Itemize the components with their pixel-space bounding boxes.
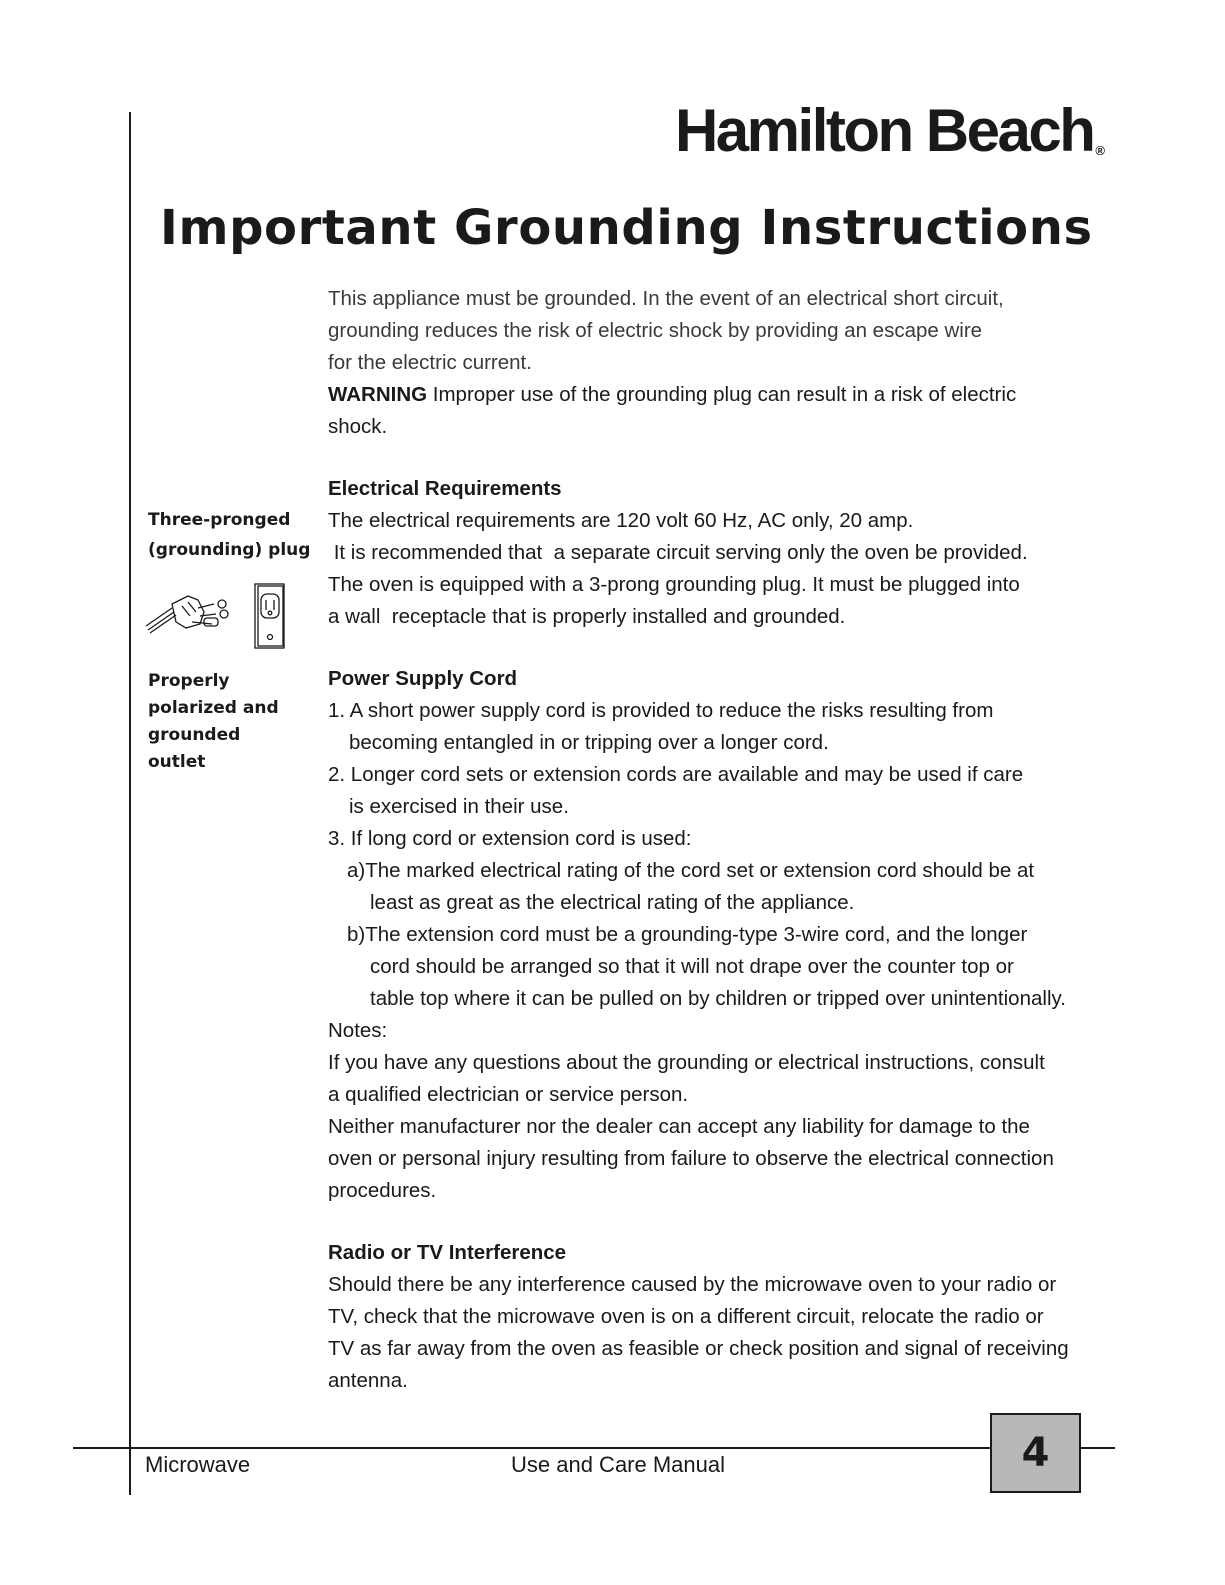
- brand-name: Hamilton Beach: [674, 97, 1094, 164]
- warning-text-cont: shock.: [328, 415, 388, 438]
- electrical-line: It is recommended that a separate circuit serving only the oven be provided.: [328, 541, 1028, 564]
- notes-line: procedures.: [328, 1179, 437, 1202]
- power-cord-subitem: b)The extension cord must be a grounding-type 3-wire cord, and the longer: [347, 923, 1028, 946]
- left-margin-rule: [129, 112, 131, 1495]
- power-cord-subitem-cont: least as great as the electrical rating of the appliance.: [370, 891, 855, 914]
- interference-line: antenna.: [328, 1369, 408, 1392]
- plug-caption-line: Three-pronged: [148, 510, 291, 530]
- warning-paragraph: [328, 379, 1128, 411]
- footer-rule: [73, 1447, 1115, 1449]
- notes-line: Neither manufacturer nor the dealer can accept any liability for damage to the: [328, 1115, 1030, 1138]
- footer-product-name: Microwave: [145, 1452, 251, 1477]
- interference-line: Should there be any interference caused by the microwave oven to your radio or: [328, 1273, 1057, 1296]
- outlet-caption-line: outlet: [148, 752, 206, 772]
- power-cord-heading: Power Supply Cord: [328, 667, 518, 690]
- page-number: 4: [1021, 1430, 1050, 1476]
- notes-line: oven or personal injury resulting from failure to observe the electrical connection: [328, 1147, 1054, 1170]
- power-cord-item-cont: becoming entangled in or tripping over a longer cord.: [349, 731, 829, 754]
- electrical-line: The electrical requirements are 120 volt 60 Hz, AC only, 20 amp.: [328, 509, 914, 532]
- notes-line: a qualified electrician or service person.: [328, 1083, 689, 1106]
- outlet-caption: [148, 668, 279, 776]
- outlet-caption-line: grounded: [148, 725, 241, 745]
- spacer: [328, 633, 1128, 663]
- plug-caption: [148, 505, 310, 565]
- grounding-plug-and-outlet-illustration: [142, 582, 302, 652]
- electrical-line: a wall receptacle that is properly installed and grounded.: [328, 605, 846, 628]
- footer-manual-title: Use and Care Manual: [511, 1452, 726, 1477]
- outlet-icon: [255, 584, 284, 648]
- spacer: [328, 443, 1128, 473]
- spacer: [328, 1207, 1128, 1237]
- power-cord-subitem-cont: table top where it can be pulled on by children or tripped over unintentionally.: [370, 987, 1066, 1010]
- intro-line: This appliance must be grounded. In the event of an electrical short circuit,: [328, 287, 1004, 310]
- page-number-box: [990, 1413, 1081, 1493]
- interference-heading: Radio or TV Interference: [328, 1241, 567, 1264]
- notes-heading: Notes:: [328, 1019, 388, 1042]
- intro-line: grounding reduces the risk of electric shock by providing an escape wire: [328, 319, 983, 342]
- outlet-caption-line: Properly: [148, 671, 230, 691]
- warning-label: WARNING: [328, 383, 428, 406]
- page-title: Important Grounding Instructions: [160, 200, 1093, 256]
- interference-line: TV, check that the microwave oven is on a different circuit, relocate the radio or: [328, 1305, 1044, 1328]
- brand-logo: [560, 96, 1105, 165]
- power-cord-subitem: a)The marked electrical rating of the cord set or extension cord should be at: [347, 859, 1035, 882]
- registered-mark: ®: [1095, 143, 1105, 158]
- plug-caption-line: (grounding) plug: [148, 540, 311, 560]
- main-text-column: [328, 283, 1128, 1397]
- interference-line: TV as far away from the oven as feasible or check position and signal of receiving: [328, 1337, 1069, 1360]
- outlet-caption-line: polarized and: [148, 698, 279, 718]
- intro-line: for the electric current.: [328, 351, 532, 374]
- power-cord-item: 2. Longer cord sets or extension cords are available and may be used if care: [328, 763, 1024, 786]
- power-cord-item-cont: is exercised in their use.: [349, 795, 569, 818]
- electrical-line: The oven is equipped with a 3-prong grounding plug. It must be plugged into: [328, 573, 1020, 596]
- power-cord-item: 1. A short power supply cord is provided to reduce the risks resulting from: [328, 699, 994, 722]
- power-cord-item: 3. If long cord or extension cord is used:: [328, 827, 692, 850]
- warning-text: Improper use of the grounding plug can result in a risk of electric: [427, 383, 1017, 406]
- power-cord-subitem-cont: cord should be arranged so that it will not drape over the counter top or: [370, 955, 1014, 978]
- three-prong-plug-icon: [146, 596, 228, 633]
- notes-line: If you have any questions about the grounding or electrical instructions, consult: [328, 1051, 1045, 1074]
- electrical-heading: Electrical Requirements: [328, 477, 562, 500]
